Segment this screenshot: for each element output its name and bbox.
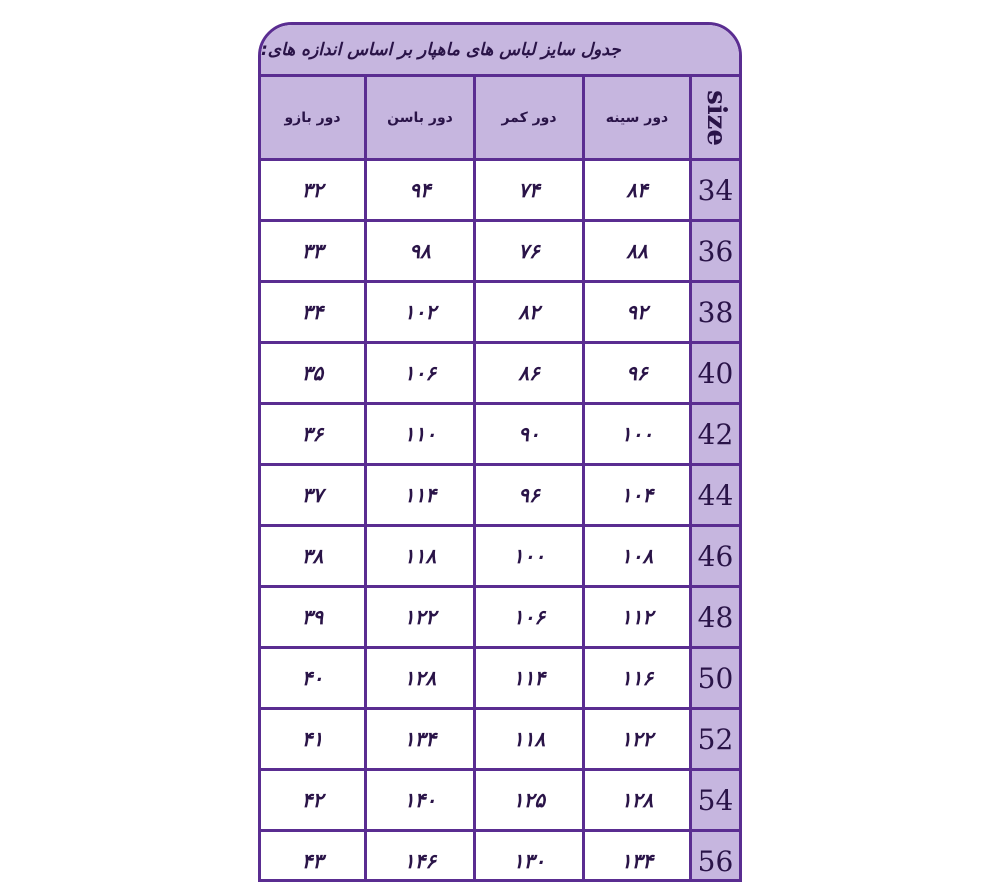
hip-value: ۱۱۴ bbox=[403, 483, 437, 507]
arm-value: ۳۲ bbox=[301, 178, 324, 202]
table-row bbox=[261, 283, 739, 344]
table-cell bbox=[692, 588, 739, 646]
table-cell bbox=[367, 405, 473, 463]
table-cell bbox=[261, 649, 364, 707]
waist-value: ۱۲۵ bbox=[512, 788, 546, 812]
table-row bbox=[261, 649, 739, 710]
arm-value: ۳۷ bbox=[301, 483, 324, 507]
table-cell bbox=[585, 161, 689, 219]
table-cell bbox=[476, 466, 582, 524]
table-row bbox=[261, 710, 739, 771]
header-chest-label: دور سینه bbox=[605, 109, 669, 126]
hip-value: ۱۴۶ bbox=[403, 849, 437, 873]
table-cell bbox=[367, 466, 473, 524]
table-title: جدول سایز لباس های ماهپار بر اساس اندازه های: bbox=[261, 39, 621, 60]
waist-value: ۱۰۶ bbox=[512, 605, 546, 629]
table-cell bbox=[367, 283, 473, 341]
arm-value: ۴۰ bbox=[301, 666, 324, 690]
table-row bbox=[261, 222, 739, 283]
column-divider bbox=[689, 77, 692, 882]
table-cell bbox=[692, 222, 739, 280]
table-cell bbox=[476, 527, 582, 585]
hip-value: ۱۱۰ bbox=[403, 422, 437, 446]
table-cell bbox=[476, 771, 582, 829]
header-cell-hip bbox=[367, 77, 473, 158]
arm-value: ۳۴ bbox=[301, 300, 324, 324]
table-row bbox=[261, 527, 739, 588]
header-cell-arm bbox=[261, 77, 364, 158]
table-cell bbox=[261, 466, 364, 524]
table-cell bbox=[367, 344, 473, 402]
table-cell bbox=[692, 161, 739, 219]
table-cell bbox=[261, 588, 364, 646]
table-cell bbox=[261, 771, 364, 829]
table-cell bbox=[476, 283, 582, 341]
table-cell bbox=[585, 588, 689, 646]
waist-value: ۸۶ bbox=[518, 361, 540, 385]
chest-value: ۱۱۲ bbox=[620, 605, 654, 629]
header-cell-size bbox=[692, 77, 739, 158]
size-value: 48 bbox=[697, 600, 734, 634]
table-cell bbox=[585, 771, 689, 829]
table-cell bbox=[476, 405, 582, 463]
size-value: 50 bbox=[697, 661, 734, 695]
table-cell bbox=[585, 527, 689, 585]
size-value: 44 bbox=[697, 478, 734, 512]
hip-value: ۱۰۶ bbox=[403, 361, 437, 385]
waist-value: ۱۰۰ bbox=[512, 544, 546, 568]
waist-value: ۷۴ bbox=[518, 178, 540, 202]
size-value: 52 bbox=[697, 722, 734, 756]
arm-value: ۳۶ bbox=[301, 422, 324, 446]
hip-value: ۱۰۲ bbox=[403, 300, 437, 324]
chest-value: ۸۴ bbox=[626, 178, 648, 202]
hip-value: ۱۲۸ bbox=[403, 666, 437, 690]
size-value: 36 bbox=[697, 234, 734, 268]
chest-value: ۱۱۶ bbox=[620, 666, 654, 690]
table-cell bbox=[367, 222, 473, 280]
size-value: 46 bbox=[697, 539, 734, 573]
table-cell bbox=[367, 161, 473, 219]
table-title-bar bbox=[261, 25, 739, 77]
arm-value: ۳۹ bbox=[301, 605, 324, 629]
table-cell bbox=[692, 649, 739, 707]
table-cell bbox=[585, 222, 689, 280]
header-size-label: size bbox=[700, 89, 731, 146]
waist-value: ۷۶ bbox=[518, 239, 540, 263]
waist-value: ۹۶ bbox=[518, 483, 540, 507]
table-cell bbox=[585, 710, 689, 768]
column-divider bbox=[364, 77, 367, 882]
arm-value: ۴۳ bbox=[301, 849, 324, 873]
waist-value: ۱۱۴ bbox=[512, 666, 546, 690]
column-divider bbox=[582, 77, 585, 882]
size-value: 54 bbox=[697, 783, 734, 817]
table-cell bbox=[367, 710, 473, 768]
size-value: 42 bbox=[697, 417, 734, 451]
hip-value: ۱۱۸ bbox=[403, 544, 437, 568]
chest-value: ۱۰۰ bbox=[620, 422, 654, 446]
table-cell bbox=[692, 283, 739, 341]
table-cell bbox=[367, 649, 473, 707]
size-value: 40 bbox=[697, 356, 734, 390]
table-row bbox=[261, 161, 739, 222]
waist-value: ۹۰ bbox=[518, 422, 540, 446]
arm-value: ۳۸ bbox=[301, 544, 324, 568]
chest-value: ۹۲ bbox=[626, 300, 648, 324]
size-chart-table bbox=[258, 22, 742, 882]
table-row bbox=[261, 405, 739, 466]
header-waist-label: دور کمر bbox=[501, 109, 557, 126]
table-cell bbox=[692, 771, 739, 829]
table-cell bbox=[261, 710, 364, 768]
size-value: 56 bbox=[697, 844, 734, 878]
table-cell bbox=[476, 222, 582, 280]
size-value: 34 bbox=[697, 173, 734, 207]
table-cell bbox=[261, 222, 364, 280]
table-cell bbox=[585, 649, 689, 707]
chest-value: ۱۲۲ bbox=[620, 727, 654, 751]
table-cell bbox=[367, 527, 473, 585]
table-cell bbox=[261, 283, 364, 341]
table-cell bbox=[261, 161, 364, 219]
chest-value: ۹۶ bbox=[626, 361, 648, 385]
table-cell bbox=[692, 527, 739, 585]
chest-value: ۱۰۴ bbox=[620, 483, 654, 507]
table-cell bbox=[261, 405, 364, 463]
header-arm-label: دور بازو bbox=[284, 109, 341, 126]
arm-value: ۴۱ bbox=[301, 727, 324, 751]
chest-value: ۱۰۸ bbox=[620, 544, 654, 568]
table-cell bbox=[476, 649, 582, 707]
table-cell bbox=[692, 710, 739, 768]
table-row bbox=[261, 771, 739, 832]
arm-value: ۳۳ bbox=[301, 239, 324, 263]
hip-value: ۱۲۲ bbox=[403, 605, 437, 629]
table-row bbox=[261, 466, 739, 527]
header-cell-waist bbox=[476, 77, 582, 158]
table-cell bbox=[476, 710, 582, 768]
table-cell bbox=[476, 588, 582, 646]
table-cell bbox=[692, 405, 739, 463]
table-cell bbox=[261, 344, 364, 402]
table-cell bbox=[585, 283, 689, 341]
hip-value: ۱۳۴ bbox=[403, 727, 437, 751]
arm-value: ۴۲ bbox=[301, 788, 324, 812]
header-cell-chest bbox=[585, 77, 689, 158]
table-cell bbox=[585, 344, 689, 402]
table-cell bbox=[692, 466, 739, 524]
chest-value: ۱۲۸ bbox=[620, 788, 654, 812]
chest-value: ۸۸ bbox=[626, 239, 648, 263]
column-divider bbox=[473, 77, 476, 882]
arm-value: ۳۵ bbox=[301, 361, 324, 385]
waist-value: ۱۱۸ bbox=[512, 727, 546, 751]
chest-value: ۱۳۴ bbox=[620, 849, 654, 873]
table-cell bbox=[476, 161, 582, 219]
table-row bbox=[261, 344, 739, 405]
hip-value: ۹۸ bbox=[409, 239, 431, 263]
hip-value: ۹۴ bbox=[409, 178, 431, 202]
table-cell bbox=[367, 588, 473, 646]
table-row bbox=[261, 588, 739, 649]
table-cell bbox=[476, 344, 582, 402]
table-cell bbox=[585, 405, 689, 463]
waist-value: ۸۲ bbox=[518, 300, 540, 324]
hip-value: ۱۴۰ bbox=[403, 788, 437, 812]
table-cell bbox=[692, 344, 739, 402]
table-cell bbox=[261, 527, 364, 585]
header-hip-label: دور باسن bbox=[387, 109, 453, 126]
table-cell bbox=[585, 466, 689, 524]
table-cell bbox=[367, 771, 473, 829]
waist-value: ۱۳۰ bbox=[512, 849, 546, 873]
size-value: 38 bbox=[697, 295, 734, 329]
header-row bbox=[261, 77, 739, 161]
